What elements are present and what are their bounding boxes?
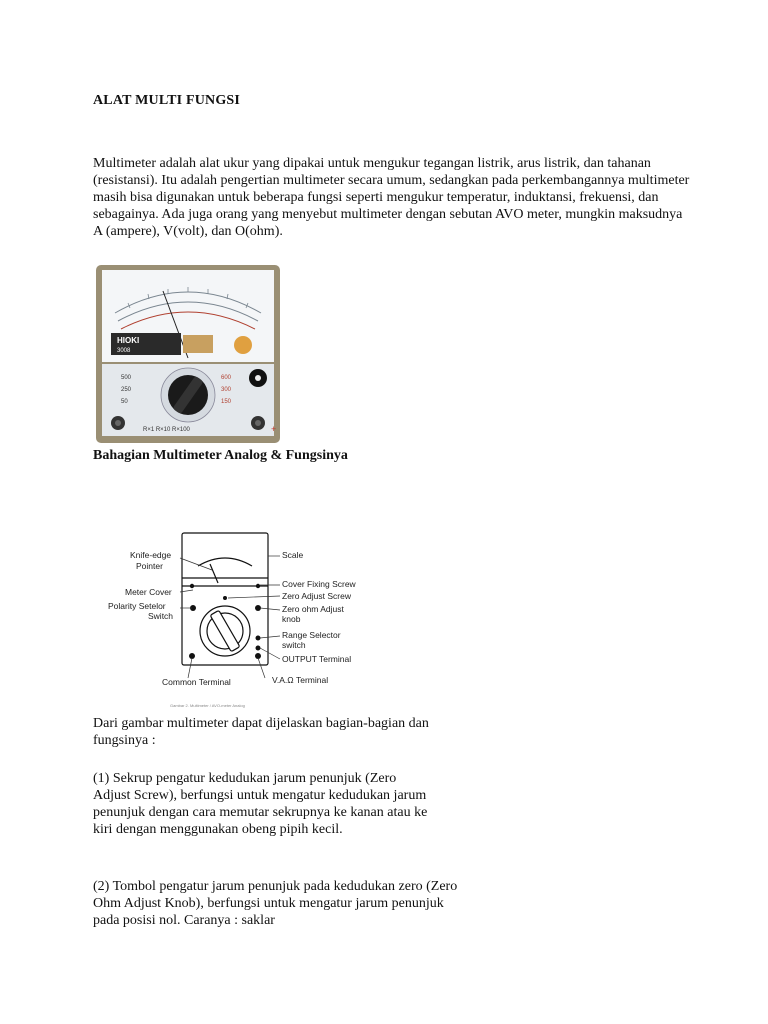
multimeter-photo <box>93 263 283 445</box>
label-output-terminal: OUTPUT Terminal <box>282 654 352 664</box>
svg-text:+: + <box>271 424 277 434</box>
label-scale: Scale <box>282 550 304 560</box>
photo-bottom-label: R×1 R×10 R×100 <box>143 427 190 433</box>
section-heading: Bahagian Multimeter Analog & Fungsinya <box>93 448 348 463</box>
item-1-paragraph: (1) Sekrup pengatur kedudukan jarum penunjuk (Zero Adjust Screw), berfungsi untuk mengatur kedudukan jarum penunjuk dengan cara memutar sekrupnya ke kanan atau ke kiri dengan menggunakan obeng pipih kecil. <box>93 771 428 837</box>
multimeter-diagram <box>100 528 380 712</box>
label-cover-fixing-screw: Cover Fixing Screw <box>282 579 356 589</box>
range-right-1: 600 <box>221 375 232 381</box>
label-range-selector-line2: switch <box>282 640 306 650</box>
label-polarity-line2: Switch <box>148 611 174 621</box>
label-knife-edge: Knife-edge <box>130 550 172 560</box>
explain-paragraph: Dari gambar multimeter dapat dijelaskan bagian-bagian dan fungsinya : <box>93 716 429 748</box>
diagram-caption: Gambar 2. Multimeter / AVO-meter Analog <box>170 703 245 708</box>
label-pointer: Pointer <box>136 561 163 571</box>
document-title: ALAT MULTI FUNGSI <box>93 93 241 108</box>
label-zero-ohm-line2: knob <box>282 614 301 624</box>
brand-label: HIOKI <box>117 336 140 345</box>
label-zero-adjust-screw: Zero Adjust Screw <box>282 591 351 601</box>
range-left-1: 500 <box>121 375 132 381</box>
label-polarity-line1: Polarity Setelor <box>108 601 166 611</box>
range-right-3: 150 <box>221 399 232 405</box>
range-left-2: 250 <box>121 387 132 393</box>
item-2-paragraph: (2) Tombol pengatur jarum penunjuk pada kedudukan zero (Zero Ohm Adjust Knob), berfungsi untuk mengatur jarum penunjuk pada posisi nol. Caranya : saklar <box>93 879 458 928</box>
label-vaohm-terminal: V.A.Ω Terminal <box>272 675 329 685</box>
intro-paragraph: Multimeter adalah alat ukur yang dipakai untuk mengukur tegangan listrik, arus listrik, dan tahanan (resistansi). Itu adalah pengertian multimeter secara umum, sedangkan pada perkembangannya multimeter masih bisa digunakan untuk beberapa fungsi seperti mengukur temperatur, induktansi, frekuensi, dan sebagainya. Ada juga orang yang menyebut multimeter dengan sebutan AVO meter, mungkin maksudnya A (ampere), V(volt), dan O(ohm). <box>93 156 690 239</box>
range-left-3: 50 <box>121 399 128 405</box>
range-right-2: 300 <box>221 387 232 393</box>
label-zero-ohm-line1: Zero ohm Adjust <box>282 604 344 614</box>
label-common-terminal: Common Terminal <box>162 677 231 687</box>
label-meter-cover: Meter Cover <box>125 587 172 597</box>
label-range-selector-line1: Range Selector <box>282 630 341 640</box>
model-label: 3008 <box>117 348 131 354</box>
